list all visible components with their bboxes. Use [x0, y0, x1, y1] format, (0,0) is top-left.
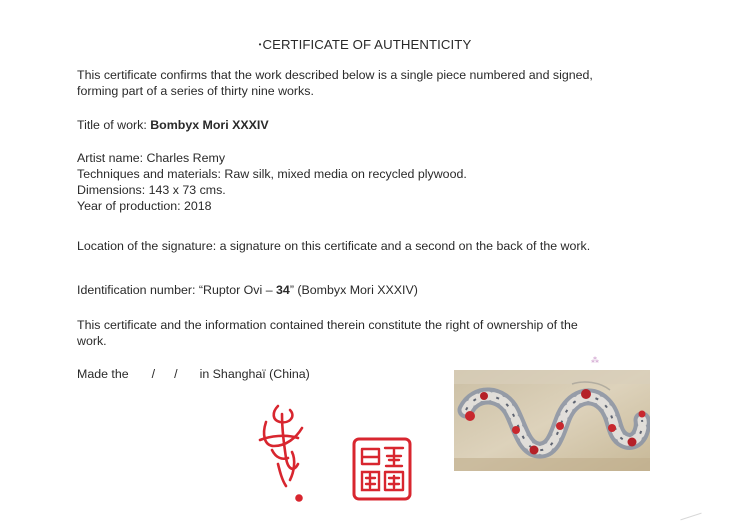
certificate-title-text: CERTIFICATE OF AUTHENTICITY: [262, 37, 472, 52]
dimensions: Dimensions: 143 x 73 cms.: [77, 183, 226, 197]
certificate-title: [0, 37, 730, 53]
identification-suffix: ” (Bombyx Mori XXXIV): [289, 283, 418, 297]
ownership-line-1: This certificate and the information contained therein constitute the right of ownership of the: [77, 318, 578, 332]
artwork-image: [454, 370, 650, 471]
title-mark-icon: •: [258, 40, 262, 49]
title-of-work: [77, 117, 637, 133]
stamp-seal-image: [351, 436, 413, 502]
title-of-work-value: Bombyx Mori XXXIV: [150, 118, 269, 132]
made-place: in Shanghaï (China): [199, 367, 310, 381]
identification-number-value: 34: [276, 283, 290, 297]
intro-line-1: This certificate confirms that the work described below is a single piece numbered and signed,: [77, 68, 593, 82]
year-of-production: Year of production: 2018: [77, 199, 212, 213]
date-slash-2: /: [174, 367, 178, 381]
title-of-work-label: Title of work:: [77, 118, 151, 132]
date-slash-1: /: [151, 367, 156, 381]
intro-line-2: forming part of a series of thirty nine works.: [77, 84, 314, 98]
identification-label: Identification number: “Ruptor Ovi –: [77, 283, 277, 297]
artist-name: Artist name: Charles Remy: [77, 151, 226, 165]
identification-number: [77, 282, 637, 298]
artwork-photo: [454, 370, 650, 471]
signature-location: Location of the signature: a signature on this certificate and a second on the back of the work.: [77, 239, 591, 253]
decorative-mark-icon: ⁂: [591, 356, 599, 365]
techniques-materials: Techniques and materials: Raw silk, mixed media on recycled plywood.: [77, 167, 467, 181]
signature-image: [252, 400, 312, 506]
made-label: Made the: [77, 367, 129, 381]
ownership-line-2: work.: [77, 334, 107, 348]
corner-stroke: [680, 513, 701, 521]
